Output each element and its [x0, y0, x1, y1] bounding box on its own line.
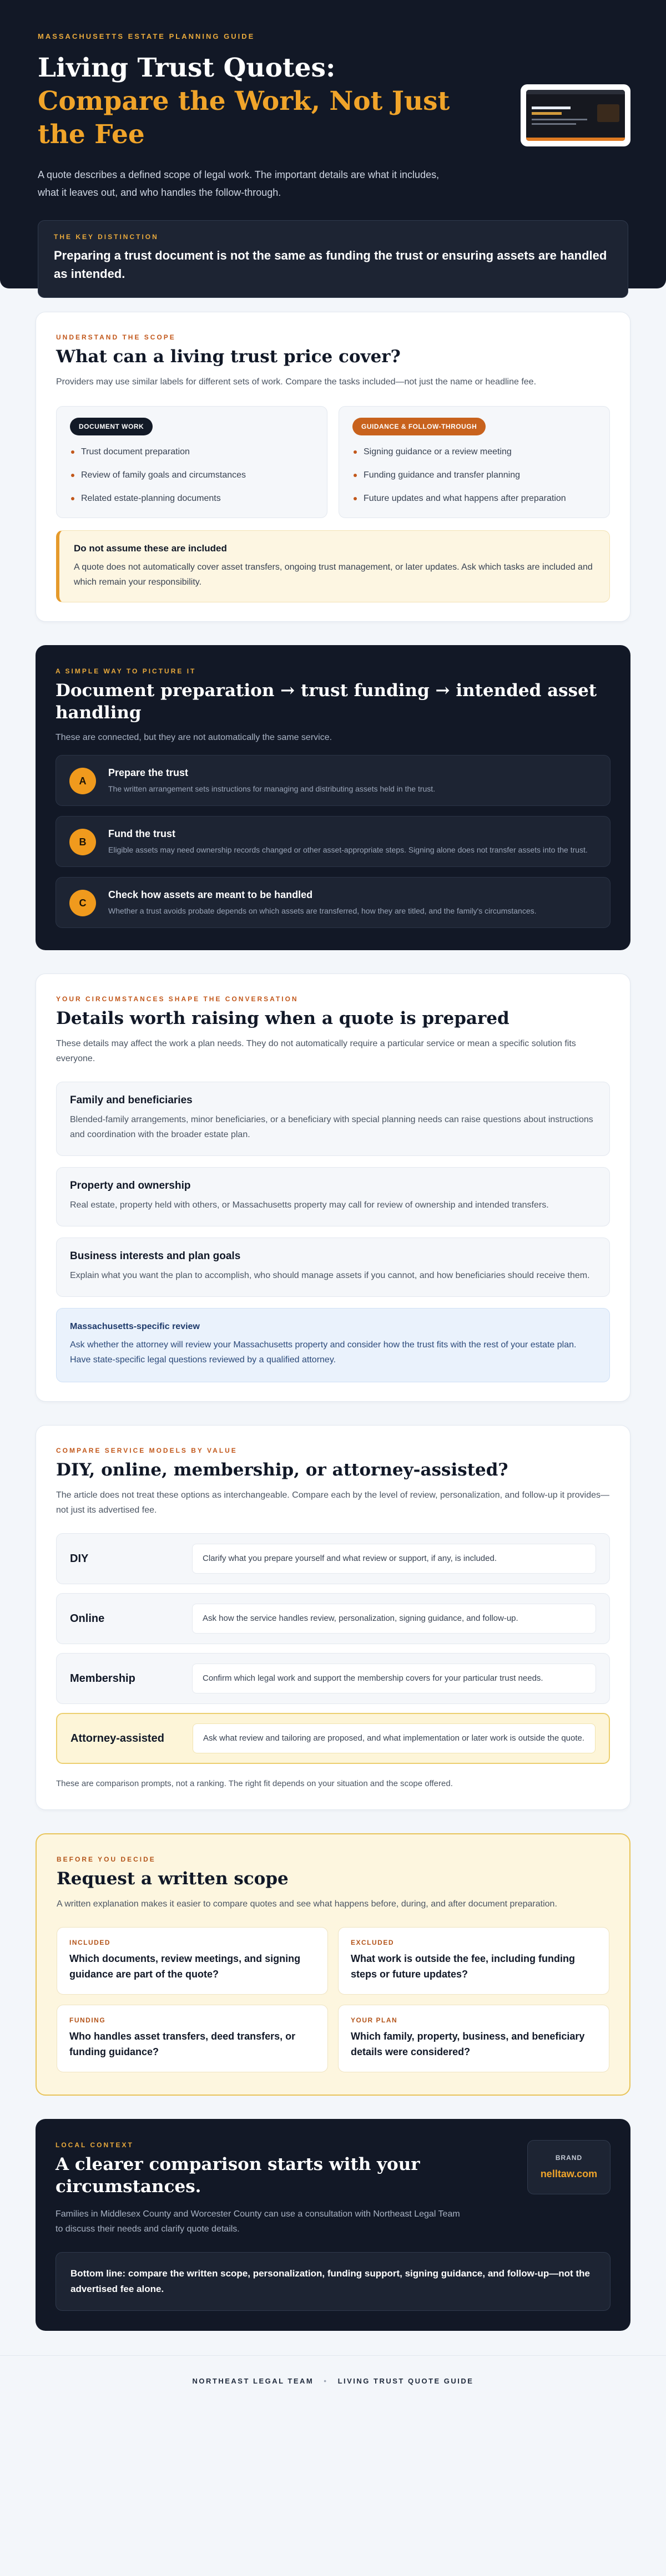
model-row-diy — [56, 1533, 610, 1584]
scope-grid — [56, 406, 610, 518]
step-text: Whether a trust avoids probate depends on which assets are transferred, how they are titled, and the family's circumstances. — [108, 906, 537, 915]
written-scope-section — [36, 1833, 630, 2096]
detail-text: Real estate, property held with others, or Massachusetts property may call for review of ownership and intended transfers. — [70, 1200, 549, 1210]
step-badge: A — [69, 768, 96, 794]
guidance-list — [352, 445, 596, 505]
detail-title: Business interests and plan goals — [70, 1250, 241, 1262]
brand-box — [527, 2140, 610, 2194]
section-intro: Families in Middlesex County and Worcester County can use a consultation with Northeast Legal Team to discuss their needs and clarify quote details. — [56, 2209, 460, 2234]
section-eyebrow: COMPARE SERVICE MODELS BY VALUE — [56, 1447, 238, 1454]
step-prepare — [56, 755, 610, 806]
question-label: EXCLUDED — [351, 1939, 395, 1946]
model-desc: Ask how the service handles review, personalization, signing guidance, and follow-up. — [192, 1604, 596, 1634]
brand-url: nelltaw.com — [540, 2168, 598, 2179]
brand-label: BRAND — [555, 2154, 583, 2162]
callout-title: Massachusetts-specific review — [70, 1322, 200, 1331]
question-text: Which family, property, business, and beneficiary details were considered? — [351, 2031, 585, 2057]
list-item: Funding guidance and transfer planning — [352, 469, 596, 482]
section-eyebrow: LOCAL CONTEXT — [56, 2141, 134, 2149]
model-desc: Ask what review and tailoring are proposed, and what implementation or later work is outside the quote. — [193, 1723, 596, 1753]
detail-title: Family and beneficiaries — [70, 1094, 193, 1106]
detail-text: Explain what you want the plan to accomplish, who should manage assets if you cannot, and how beneficiaries should receive them. — [70, 1271, 590, 1280]
list-item: Related estate-planning documents — [70, 492, 314, 505]
model-name: DIY — [70, 1552, 89, 1565]
hero-lede: A quote describes a defined scope of legal work. The important details are what it includes, what it leaves out, and who handles the follow-through. — [38, 169, 440, 198]
details-section — [36, 973, 630, 1402]
section-title: Document preparation → trust funding → intended asset handling — [56, 681, 597, 723]
picture-it-section — [36, 645, 630, 950]
question-text: Who handles asset transfers, deed transfers, or funding guidance? — [69, 2031, 296, 2057]
question-text: What work is outside the fee, including funding steps or future updates? — [351, 1953, 575, 1980]
list-item: Future updates and what happens after preparation — [352, 492, 596, 505]
not-included-callout — [56, 530, 610, 602]
detail-text: Blended-family arrangements, minor beneficiaries, or a beneficiary with special planning needs can raise questions about instructions and coordination with the broader estate plan. — [70, 1115, 593, 1139]
model-row-membership — [56, 1653, 610, 1704]
model-desc: Clarify what you prepare yourself and what review or support, if any, is included. — [192, 1544, 596, 1574]
question-excluded — [338, 1927, 609, 1995]
question-included — [57, 1927, 328, 1995]
document-work-list — [70, 445, 314, 505]
page-title-line1: Living Trust Quotes: — [38, 53, 336, 83]
detail-business — [56, 1238, 610, 1297]
step-badge: B — [69, 829, 96, 855]
thumbnail-screen — [526, 90, 625, 141]
footer-separator: • — [324, 2377, 328, 2385]
question-funding — [57, 2005, 328, 2072]
hero-eyebrow: MASSACHUSETTS ESTATE PLANNING GUIDE — [38, 32, 255, 40]
section-title: A clearer comparison starts with your circumstances. — [56, 2154, 420, 2197]
detail-family — [56, 1082, 610, 1156]
detail-title: Property and ownership — [70, 1180, 191, 1191]
model-row-attorney-assisted — [56, 1713, 610, 1764]
callout-text: A quote does not automatically cover asset transfers, ongoing trust management, or later updates. Ask which tasks are included and which remain your responsibility. — [74, 562, 593, 587]
callout-title: Do not assume these are included — [74, 543, 227, 554]
question-label: FUNDING — [69, 2016, 106, 2024]
document-work-pill: DOCUMENT WORK — [70, 418, 153, 435]
step-badge: C — [69, 890, 96, 916]
model-name: Online — [70, 1612, 105, 1625]
comparison-note: These are comparison prompts, not a ranking. The right fit depends on your situation and the scope offered. — [56, 1779, 453, 1788]
key-distinction-text: Preparing a trust document is not the same as funding the trust or ensuring assets are handled as intended. — [54, 249, 607, 281]
question-text: Which documents, review meetings, and signing guidance are part of the quote? — [69, 1953, 301, 1980]
section-intro: A written explanation makes it easier to compare quotes and see what happens before, during, and after document preparation. — [57, 1899, 557, 1909]
footer — [0, 2355, 666, 2407]
section-intro: The article does not treat these options as interchangeable. Compare each by the level of review, personalization, and follow-up it provides—not just its advertised fee. — [56, 1490, 610, 1515]
service-models-section — [36, 1425, 630, 1810]
guidance-pill: GUIDANCE & FOLLOW-THROUGH — [352, 418, 486, 435]
section-intro: These details may affect the work a plan needs. They do not automatically require a particular service or mean a specific solution fits everyone. — [56, 1039, 576, 1063]
scope-section — [36, 312, 630, 622]
question-label: YOUR PLAN — [351, 2016, 398, 2024]
section-intro: Providers may use similar labels for different sets of work. Compare the tasks included—not just the name or headline fee. — [56, 377, 537, 387]
hero — [0, 0, 666, 288]
section-title: Details worth raising when a quote is prepared — [56, 1008, 509, 1028]
section-title: DIY, online, membership, or attorney-assisted? — [56, 1460, 508, 1480]
step-text: Eligible assets may need ownership records changed or other asset-appropriate steps. Signing alone does not transfer assets into the trust. — [108, 845, 588, 854]
step-check — [56, 877, 610, 928]
scope-questions-grid — [57, 1927, 609, 2072]
key-distinction-eyebrow: THE KEY DISTINCTION — [54, 233, 159, 241]
key-distinction-box — [38, 220, 628, 298]
page-title — [38, 52, 471, 151]
section-eyebrow: A SIMPLE WAY TO PICTURE IT — [56, 667, 196, 675]
hero-thumbnail-image — [521, 84, 630, 146]
massachusetts-review-callout — [56, 1308, 610, 1382]
section-title: Request a written scope — [57, 1869, 289, 1889]
guidance-column — [339, 406, 610, 518]
section-eyebrow: BEFORE YOU DECIDE — [57, 1855, 156, 1863]
step-title: Fund the trust — [108, 828, 175, 839]
list-item: Review of family goals and circumstances — [70, 469, 314, 482]
list-item: Trust document preparation — [70, 445, 314, 459]
callout-text: Ask whether the attorney will review your Massachusetts property and consider how the trust fits with the rest of your estate plan. Have state-specific legal questions reviewed by a qualified attorney. — [70, 1340, 577, 1365]
model-desc: Confirm which legal work and support the membership covers for your particular trust needs. — [192, 1664, 596, 1693]
step-title: Prepare the trust — [108, 767, 189, 778]
step-title: Check how assets are meant to be handled — [108, 889, 313, 900]
model-row-online — [56, 1593, 610, 1644]
page-title-line2: Compare the Work, Not Just the Fee — [38, 86, 450, 150]
model-name: Membership — [70, 1672, 135, 1685]
local-context-section — [36, 2119, 630, 2331]
bottom-line-box: Bottom line: compare the written scope, personalization, funding support, signing guidance, and follow-up—not the advertised fee alone. — [56, 2252, 610, 2311]
step-text: The written arrangement sets instructions for managing and distributing assets held in the trust. — [108, 784, 436, 793]
step-fund — [56, 816, 610, 867]
section-eyebrow: YOUR CIRCUMSTANCES SHAPE THE CONVERSATION — [56, 995, 299, 1003]
section-intro: These are connected, but they are not automatically the same service. — [56, 733, 332, 742]
section-eyebrow: UNDERSTAND THE SCOPE — [56, 333, 176, 341]
document-work-column — [56, 406, 327, 518]
detail-property — [56, 1167, 610, 1226]
model-name: Attorney-assisted — [70, 1732, 164, 1745]
question-label: INCLUDED — [69, 1939, 110, 1946]
question-your-plan — [338, 2005, 609, 2072]
section-title: What can a living trust price cover? — [56, 347, 401, 367]
footer-guide-name: LIVING TRUST QUOTE GUIDE — [337, 2377, 474, 2385]
footer-brand: NORTHEAST LEGAL TEAM — [192, 2377, 314, 2385]
list-item: Signing guidance or a review meeting — [352, 445, 596, 459]
